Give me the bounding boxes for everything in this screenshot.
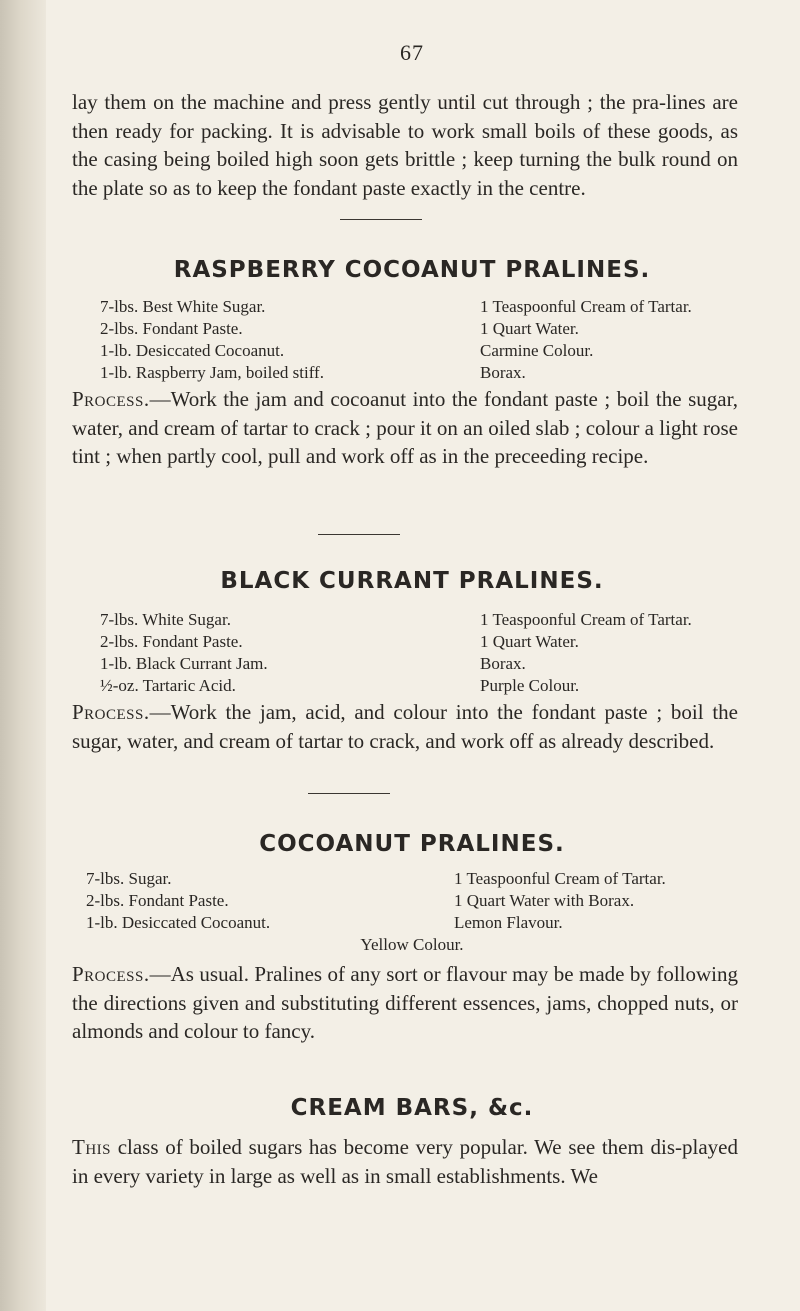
process-label: Process. [72, 962, 150, 986]
ingredient: 2-lbs. Fondant Paste. [86, 891, 229, 910]
ingredient: 7-lbs. Sugar. [86, 869, 172, 888]
ingredient: 1-lb. Raspberry Jam, boiled stiff. [100, 363, 324, 382]
process-paragraph [72, 960, 738, 1046]
ingredient: 1-lb. Desiccated Cocoanut. [100, 341, 285, 360]
ingredients-right [480, 296, 692, 384]
ingredients-left [100, 609, 268, 697]
ingredient: 1 Quart Water. [480, 632, 579, 651]
heading-raspberry-cocoanut-pralines: RASPBERRY COCOANUT PRALINES. [173, 257, 651, 283]
ingredient: 1-lb. Black Currant Jam. [100, 654, 268, 673]
section-divider [308, 793, 390, 794]
ingredient: 1 Teaspoonful Cream of Tartar. [454, 869, 666, 888]
heading-cocoanut-pralines: COCOANUT PRALINES. [259, 831, 565, 857]
body-lead: This [72, 1135, 111, 1159]
heading-black-currant-pralines: BLACK CURRANT PRALINES. [220, 568, 604, 594]
ingredient: Borax. [480, 363, 526, 382]
ingredient: 1 Quart Water with Borax. [454, 891, 635, 910]
section-divider [318, 534, 400, 535]
process-paragraph [72, 385, 738, 471]
ingredient: 1-lb. Desiccated Cocoanut. [86, 913, 271, 932]
intro-paragraph: lay them on the machine and press gently until cut through ; the pra-lines are then ready for packing. It is advisable to work small boils of these goods, as the casing being boiled high soon gets brittle ; keep turning the bulk round on the plate so as to keep the fondant paste exactly in the centre. [72, 90, 738, 200]
heading-cream-bars: CREAM BARS, &c. [290, 1095, 534, 1121]
ingredient: 7-lbs. Best White Sugar. [100, 297, 266, 316]
process-label: Process. [72, 387, 150, 411]
process-paragraph [72, 698, 738, 755]
ingredient: ½-oz. Tartaric Acid. [100, 676, 236, 695]
ingredient: 2-lbs. Fondant Paste. [100, 319, 243, 338]
process-text: —Work the jam and cocoanut into the fondant paste ; boil the sugar, water, and cream of tartar to crack ; pour it on an oiled slab ; colour a light rose tint ; when partly cool, pull and work off as in the preceeding recipe. [72, 387, 738, 468]
ingredients-right [480, 609, 692, 697]
body-text: class of boiled sugars has become very popular. We see them dis-played in every variety in large as well as in small establishments. We [72, 1135, 738, 1188]
process-label: Process. [72, 700, 150, 724]
ingredients-left [100, 296, 324, 384]
ingredient: Borax. [480, 654, 526, 673]
ingredient: 1 Teaspoonful Cream of Tartar. [480, 610, 692, 629]
page-number: 67 [400, 40, 424, 65]
ingredients-right [454, 868, 666, 934]
section-divider [340, 219, 422, 220]
ingredient: Lemon Flavour. [454, 913, 563, 932]
ingredient: 2-lbs. Fondant Paste. [100, 632, 243, 651]
ingredient: 7-lbs. White Sugar. [100, 610, 231, 629]
ingredients-left [86, 868, 270, 934]
process-text: —As usual. Pralines of any sort or flavour may be made by following the directions given and substituting different essences, jams, chopped nuts, or almonds and colour to fancy. [72, 962, 738, 1043]
ingredient: 1 Teaspoonful Cream of Tartar. [480, 297, 692, 316]
ingredient: Carmine Colour. [480, 341, 594, 360]
body-paragraph [72, 1133, 738, 1190]
book-spine-shadow [0, 0, 46, 1311]
ingredient: 1 Quart Water. [480, 319, 579, 338]
process-text: —Work the jam, acid, and colour into the fondant paste ; boil the sugar, water, and cream of tartar to crack, and work off as already described. [72, 700, 738, 753]
ingredient-centered: Yellow Colour. [360, 935, 464, 954]
ingredient: Purple Colour. [480, 676, 580, 695]
